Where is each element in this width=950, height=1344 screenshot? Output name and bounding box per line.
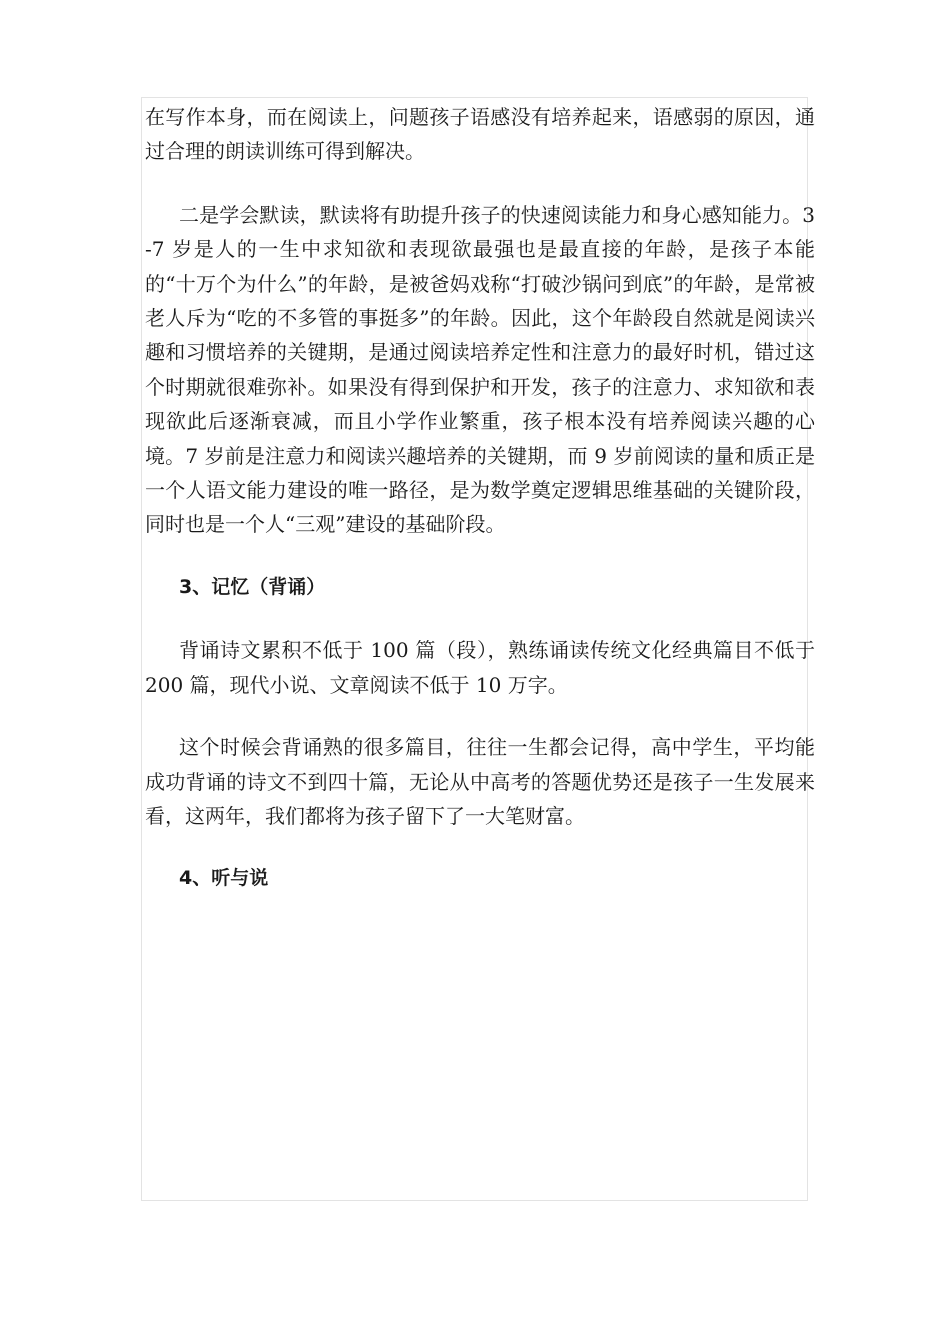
paragraph-silent-reading: 二是学会默读，默读将有助提升孩子的快速阅读能力和身心感知能力。3-7 岁是人的一生中求知欲和表现欲最强也是最直接的年龄，是孩子本能的“十万个为什么”的年龄，是被爸妈戏称“打破沙锅问到底”的年龄，是常被老人斥为“吃的不多管的事挺多”的年龄。因此，这个年龄段自然就是阅读兴趣和习惯培养的关键期，是通过阅读培养定性和注意力的最好时机，错过这个时期就很难弥补。如果没有得到保护和开发，孩子的注意力、求知欲和表现欲此后逐渐衰减，而且小学作业繁重，孩子根本没有培养阅读兴趣的心境。7 岁前是注意力和阅读兴趣培养的关键期，而 9 岁前阅读的量和质正是一个人语文能力建设的唯一路径，是为数学奠定逻辑思维基础的关键阶段，同时也是一个人“三观”建设的基础阶段。 [145, 202, 815, 537]
paragraph-recitation-goals: 背诵诗文累积不低于 100 篇（段），熟练诵读传统文化经典篇目不低于 200 篇，现代小说、文章阅读不低于 10 万字。 [145, 638, 815, 697]
paragraph-recitation-benefits: 这个时候会背诵熟的很多篇目，往往一生都会记得，高中学生，平均能成功背诵的诗文不到四十篇，无论从中高考的答题优势还是孩子一生发展来看，这两年，我们都将为孩子留下了一大笔财富。 [145, 735, 815, 828]
paragraph-reading-continuation: 在写作本身，而在阅读上，问题孩子语感没有培养起来，语感弱的原因，通过合理的朗读训练可得到解决。 [145, 105, 815, 164]
document-body [145, 100, 815, 896]
section-heading-listening-speaking: 4、听与说 [179, 867, 269, 890]
section-heading-memory: 3、记忆（背诵） [179, 575, 326, 598]
